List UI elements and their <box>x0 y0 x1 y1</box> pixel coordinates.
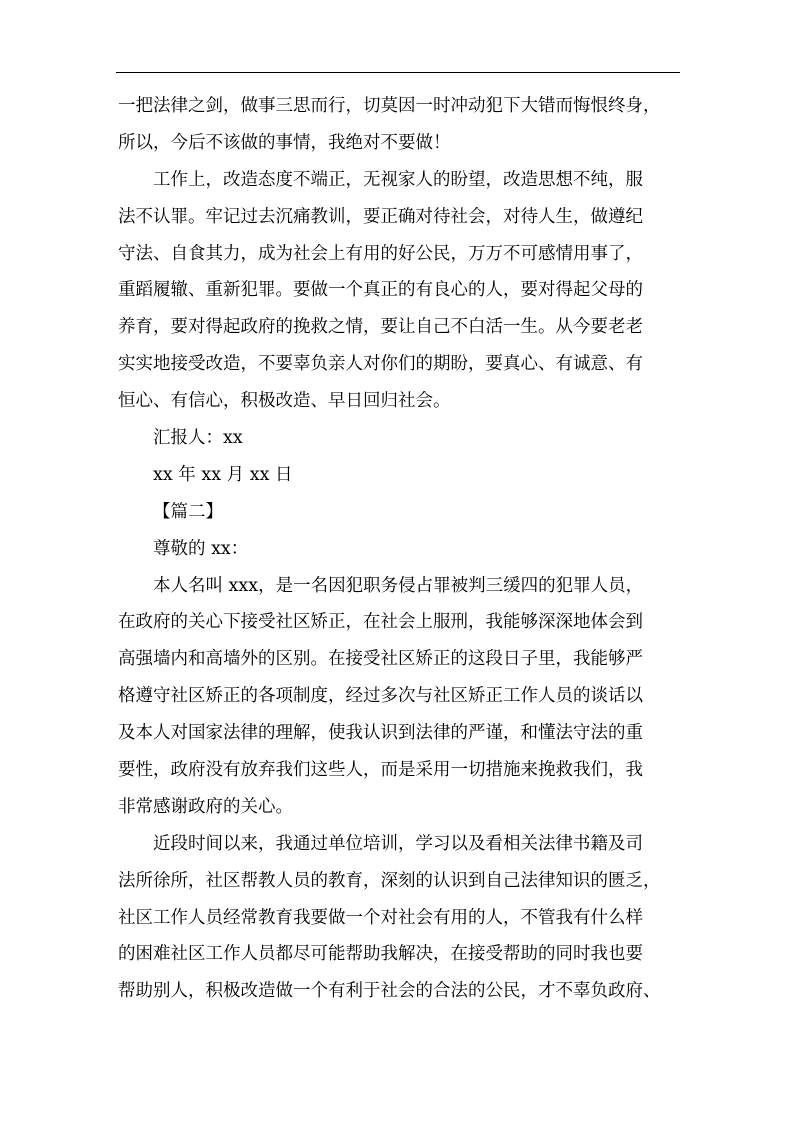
salutation-line: 尊敬的 xx： <box>153 538 249 559</box>
text-line: 及本人对国家法律的理解，使我认识到法律的严谨，和懂法守法的重 <box>118 723 643 744</box>
text-line: 工作上，改造态度不端正，无视家人的盼望，改造思想不纯，服 <box>153 169 643 190</box>
header-rule <box>116 72 680 73</box>
text-line: 要性，政府没有放弃我们这些人，而是采用一切措施来挽救我们，我 <box>118 760 643 781</box>
text-line: 恒心、有信心，积极改造、早日回归社会。 <box>118 391 451 412</box>
text-line: 的困难社区工作人员都尽可能帮助我解决，在接受帮助的同时我也要 <box>118 944 643 965</box>
text-line: 守法、自食其力，成为社会上有用的好公民，万万不可感情用事了， <box>118 243 643 264</box>
text-line: 帮助别人，积极改造做一个有利于社会的合法的公民，才不辜负政府、 <box>118 981 661 1002</box>
text-line: 法所徐所，社区帮教人员的教育，深刻的认识到自己法律知识的匮乏， <box>118 870 661 891</box>
date-line: xx 年 xx 月 xx 日 <box>153 464 293 485</box>
text-line: 一把法律之剑，做事三思而行，切莫因一时冲动犯下大错而悔恨终身， <box>118 96 661 116</box>
text-line: 非常感谢政府的关心。 <box>118 796 293 817</box>
section-heading: 【篇二】 <box>153 501 223 522</box>
text-line: 法不认罪。牢记过去沉痛教训，要正确对待社会，对待人生，做遵纪 <box>118 206 643 227</box>
text-line: 近段时间以来，我通过单位培训，学习以及看相关法律书籍及司 <box>153 833 643 854</box>
text-line: 实实地接受改造，不要辜负亲人对你们的期盼，要真心、有诚意、有 <box>118 354 643 375</box>
text-line: 在政府的关心下接受社区矫正，在社会上服刑，我能够深深地体会到 <box>118 612 643 633</box>
text-line: 高强墙内和高墙外的区别。在接受社区矫正的这段日子里，我能够严 <box>118 649 643 670</box>
reporter-line: 汇报人：xx <box>153 428 243 449</box>
text-line: 格遵守社区矫正的各项制度，经过多次与社区矫正工作人员的谈话以 <box>118 686 643 707</box>
text-line: 本人名叫 xxx，是一名因犯职务侵占罪被判三缓四的犯罪人员， <box>153 575 644 596</box>
document-body <box>118 88 680 1010</box>
text-line: 所以，今后不该做的事情，我绝对不要做！ <box>118 132 451 153</box>
text-line: 养育，要对得起政府的挽救之情，要让自己不白活一生。从今要老老 <box>118 317 643 338</box>
text-line: 社区工作人员经常教育我要做一个对社会有用的人，不管我有什么样 <box>118 907 643 928</box>
text-line: 重蹈履辙、重新犯罪。要做一个真正的有良心的人，要对得起父母的 <box>118 280 643 301</box>
